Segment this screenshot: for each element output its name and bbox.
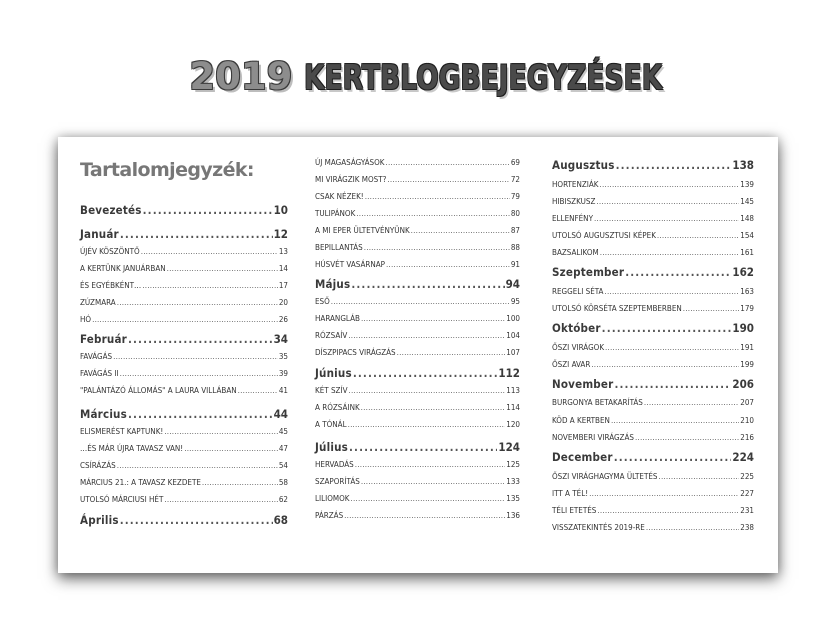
toc-leader-dots [128,332,273,346]
toc-page-number: 148 [740,214,754,223]
toc-leader-dots [657,231,739,241]
toc-page-number: 224 [732,450,754,464]
toc-entry-title: CSÍRÁZÁS [80,461,116,470]
toc-entry-title: A RÓZSÁINK [315,403,360,412]
toc-entry-title: Május [315,277,351,291]
toc-entry-title: UTOLSÓ AUGUSZTUSI KÉPEK [552,231,656,240]
toc-entry-title: ŐSZI VIRÁGOK [552,343,605,352]
toc-entry [80,478,288,488]
toc-leader-dots [238,386,278,396]
toc-entry [80,315,288,325]
toc-section-heading [315,366,520,380]
toc-entry-title: ELLENFÉNY [552,214,593,223]
toc-section-heading [552,321,754,335]
toc-entry-title: BEPILLANTÁS [315,243,363,252]
toc-entry-title: November [552,377,614,391]
toc-page-number: 44 [273,407,288,421]
toc-entry-title: MÁRCIUS 21.: A TAVASZ KEZDETE [80,478,201,487]
toc-leader-dots [625,265,731,279]
toc-entry-title: Október [552,321,601,335]
toc-page-number: 91 [510,260,520,269]
toc-page-number: 47 [278,444,288,453]
toc-entry [80,247,288,257]
toc-entry-title: …ÉS MÁR ÚJRA TAVASZ VAN! [80,444,184,453]
toc-entry [315,297,520,307]
toc-leader-dots [92,315,278,325]
toc-section-heading [552,377,754,391]
toc-entry-title: ITT A TÉL! [552,489,589,498]
toc-page [58,137,778,573]
toc-entry [80,298,288,308]
toc-leader-dots [117,461,278,471]
toc-page-number: 138 [732,158,754,172]
toc-section-heading [80,407,288,421]
toc-leader-dots [600,248,740,258]
toc-leader-dots [646,523,739,533]
toc-entry-title: FAVÁGÁS [80,352,113,361]
toc-entry [552,231,754,241]
toc-page-number: 95 [510,297,520,306]
toc-leader-dots [594,214,739,224]
toc-entry-title: Február [80,332,127,346]
toc-entry-title: Június [315,366,352,380]
toc-page-number: 68 [273,513,288,527]
toc-leader-dots [644,398,739,408]
toc-section-heading [80,513,288,527]
toc-page-number: 107 [506,348,520,357]
toc-leader-dots [361,403,506,413]
toc-section-heading [552,265,754,279]
toc-entry-title: Szeptember [552,265,625,279]
toc-entry [552,343,754,353]
toc-page-number: 227 [740,489,754,498]
toc-entry-title: NOVEMBERI VIRÁGZÁS [552,433,634,442]
toc-entry-title: Július [315,440,349,454]
toc-entry-title: PÁRZÁS [315,511,344,520]
toc-section-heading [315,440,520,454]
toc-page-number: 72 [510,175,520,184]
toc-leader-dots [143,203,273,217]
toc-entry [315,175,520,185]
toc-entry [315,158,520,168]
toc-entry [80,386,288,396]
toc-page-number: 210 [740,416,754,425]
toc-entry [552,197,754,207]
toc-entry [315,348,520,358]
toc-page-number: 125 [506,460,520,469]
toc-leader-dots [331,297,510,307]
toc-page-number: 112 [498,366,520,380]
toc-page-number: 39 [278,369,288,378]
toc-page-number: 62 [278,495,288,504]
toc-leader-dots [356,209,510,219]
toc-page-number: 13 [278,247,288,256]
toc-leader-dots [361,477,505,487]
toc-entry-title: HERVADÁS [315,460,354,469]
toc-entry [80,444,288,454]
toc-entry-title: HORTENZIÁK [552,180,599,189]
toc-leader-dots [614,450,732,464]
toc-entry [552,360,754,370]
toc-page-number: 231 [740,506,754,515]
banner-year: 2019 [189,55,293,98]
toc-leader-dots [167,264,278,274]
toc-entry-title: ŐSZI VIRÁGHAGYMA ÜLTETÉS [552,472,658,481]
toc-section-heading [552,450,754,464]
toc-entry [80,352,288,362]
toc-entry-title: HIBISZKUSZ [552,197,596,206]
toc-section-heading [80,332,288,346]
toc-section-heading [552,158,754,172]
toc-entry-title: ÚJÉV KÖSZÖNTŐ [80,247,140,256]
toc-page-number: 179 [740,304,754,313]
toc-leader-dots [184,444,278,454]
toc-section-heading [80,227,288,241]
toc-entry [315,226,520,236]
toc-entry [552,416,754,426]
toc-leader-dots [120,513,273,527]
toc-page-number: 113 [506,386,520,395]
toc-leader-dots [344,511,505,521]
toc-entry [315,511,520,521]
toc-entry-title: ÉS EGYÉBKÉNT… [80,281,142,290]
toc-leader-dots [600,180,740,190]
toc-entry [552,489,754,499]
toc-leader-dots [387,175,509,185]
toc-leader-dots [596,197,739,207]
toc-entry-title: TÉLI ETETÉS [552,506,597,515]
toc-leader-dots [364,243,510,253]
toc-entry [552,506,754,516]
toc-page-number: 45 [278,427,288,436]
toc-page-number: 100 [506,314,520,323]
toc-leader-dots [635,433,739,443]
toc-leader-dots [142,281,278,291]
toc-leader-dots [591,360,739,370]
toc-page-number: 26 [278,315,288,324]
toc-entry [315,314,520,324]
toc-entry [315,209,520,219]
toc-page-number: 145 [740,197,754,206]
toc-entry-title: TULIPÁNOK [315,209,356,218]
toc-entry-title: CSAK NÉZEK! [315,192,364,201]
toc-entry-title: ESŐ [315,297,330,306]
toc-entry [315,420,520,430]
toc-leader-dots [411,226,510,236]
toc-entry [315,494,520,504]
toc-entry-title: REGGELI SÉTA [552,287,604,296]
toc-leader-dots [386,158,510,168]
toc-entry [552,472,754,482]
toc-page-number: 35 [278,352,288,361]
toc-page-number: 238 [740,523,754,532]
toc-entry-title: ÚJ MAGASÁGYÁSOK [315,158,385,167]
toc-entry-title: A KERTÜNK JANUÁRBAN [80,264,166,273]
toc-entry-title: SZAPORÍTÁS [315,477,360,486]
toc-page-number: 191 [740,343,754,352]
toc-page-number: 88 [510,243,520,252]
toc-leader-dots [614,377,731,391]
toc-entry-title: Augusztus [552,158,615,172]
toc-leader-dots [164,427,278,437]
toc-entry [552,433,754,443]
toc-entry [315,331,520,341]
toc-page-number: 34 [273,332,288,346]
toc-entry-title: "PALÁNTÁZÓ ÁLLOMÁS" A LAURA VILLÁBAN [80,386,237,395]
toc-entry-title: Január [80,227,119,241]
toc-page-number: 154 [740,231,754,240]
toc-page-number: 133 [506,477,520,486]
toc-entry-title: KÖD A KERTBEN [552,416,610,425]
toc-leader-dots [353,366,498,380]
toc-leader-dots [128,407,273,421]
toc-entry [315,460,520,470]
toc-entry-title: ŐSZI AVAR [552,360,591,369]
toc-page-number: 12 [273,227,288,241]
toc-entry-title: HARANGLÁB [315,314,360,323]
toc-page-number: 14 [278,264,288,273]
toc-leader-dots [164,495,278,505]
toc-page-number: 69 [510,158,520,167]
toc-entry [552,287,754,297]
toc-page-number: 216 [740,433,754,442]
toc-page-number: 206 [732,377,754,391]
toc-leader-dots [120,369,278,379]
toc-page-number: 79 [510,192,520,201]
toc-entry [552,398,754,408]
toc-entry [80,495,288,505]
toc-entry-title: ZÚZMARA [80,298,116,307]
toc-entry [315,403,520,413]
toc-title: Tartalomjegyzék: [80,159,254,181]
toc-entry [315,386,520,396]
toc-page-number: 120 [506,420,520,429]
toc-page-number: 54 [278,461,288,470]
toc-leader-dots [602,321,732,335]
toc-page-number: 80 [510,209,520,218]
toc-leader-dots [348,420,506,430]
toc-page-number: 10 [273,203,288,217]
toc-leader-dots [604,287,739,297]
toc-entry-title: HÚSVÉT VASÁRNAP [315,260,386,269]
toc-page-number: 161 [740,248,754,257]
toc-leader-dots [597,506,739,516]
toc-page-number: 124 [498,440,520,454]
toc-leader-dots [120,227,273,241]
toc-leader-dots [616,158,732,172]
toc-section-heading [315,277,520,291]
toc-page-number: 114 [506,403,520,412]
toc-leader-dots [589,489,739,499]
toc-leader-dots [611,416,739,426]
toc-entry-title: MI VIRÁGZIK MOST? [315,175,387,184]
toc-entry-title: DÍSZPIPACS VIRÁGZÁS [315,348,396,357]
toc-entry-title: December [552,450,613,464]
toc-entry [315,260,520,270]
toc-leader-dots [202,478,278,488]
toc-entry [552,180,754,190]
toc-page-number: 58 [278,478,288,487]
toc-page-number: 94 [505,277,520,291]
toc-page-number: 17 [278,281,288,290]
toc-page-number: 104 [506,331,520,340]
toc-entry [552,248,754,258]
toc-entry-title: RÓZSAÍV [315,331,348,340]
toc-entry-title: UTOLSÓ KÖRSÉTA SZEPTEMBERBEN [552,304,682,313]
toc-entry [80,281,288,291]
toc-page-number: 87 [510,226,520,235]
toc-entry [552,214,754,224]
toc-leader-dots [113,352,278,362]
toc-leader-dots [658,472,739,482]
banner-word: KERTBLOGBEJEGYZÉSEK [304,58,663,98]
toc-entry-title: KÉT SZÍV [315,386,348,395]
toc-entry [552,523,754,533]
banner-title [0,55,833,98]
toc-entry [315,192,520,202]
toc-entry-title: Bevezetés [80,203,142,217]
toc-leader-dots [351,277,504,291]
toc-page-number: 41 [278,386,288,395]
toc-page-number: 20 [278,298,288,307]
toc-leader-dots [355,460,506,470]
toc-leader-dots [349,386,506,396]
toc-entry [315,477,520,487]
toc-entry [315,243,520,253]
toc-entry-title: ELISMERÉST KAPTUNK! [80,427,164,436]
toc-page-number: 190 [732,321,754,335]
toc-leader-dots [361,314,505,324]
toc-entry-title: BURGONYA BETAKARÍTÁS [552,398,643,407]
toc-page-number: 162 [732,265,754,279]
toc-entry [80,264,288,274]
toc-leader-dots [348,331,505,341]
toc-page-number: 139 [740,180,754,189]
toc-entry-title: Április [80,513,119,527]
toc-leader-dots [397,348,506,358]
toc-entry [80,427,288,437]
toc-entry-title: A MI EPER ÜLTETVÉNYÜNK [315,226,410,235]
toc-leader-dots [605,343,739,353]
toc-entry-title: VISSZATEKINTÉS 2019-RE [552,523,645,532]
toc-leader-dots [683,304,739,314]
toc-leader-dots [365,192,510,202]
toc-entry-title: FAVÁGÁS II [80,369,119,378]
toc-entry-title: Március [80,407,127,421]
toc-entry [80,461,288,471]
toc-page-number: 135 [506,494,520,503]
toc-entry-title: A TÓNÁL [315,420,347,429]
toc-page-number: 199 [740,360,754,369]
toc-page-number: 136 [506,511,520,520]
toc-entry-title: LILIOMOK [315,494,350,503]
toc-entry [80,369,288,379]
toc-page-number: 225 [740,472,754,481]
toc-entry [552,304,754,314]
toc-section-heading [80,203,288,217]
toc-entry-title: UTOLSÓ MÁRCIUSI HÉT [80,495,164,504]
toc-page-number: 207 [740,398,754,407]
toc-entry-title: BAZSALIKOM [552,248,599,257]
toc-leader-dots [351,494,506,504]
toc-leader-dots [349,440,497,454]
toc-page-number: 163 [740,287,754,296]
toc-leader-dots [141,247,278,257]
toc-leader-dots [386,260,510,270]
toc-entry-title: HÓ [80,315,92,324]
toc-leader-dots [117,298,278,308]
